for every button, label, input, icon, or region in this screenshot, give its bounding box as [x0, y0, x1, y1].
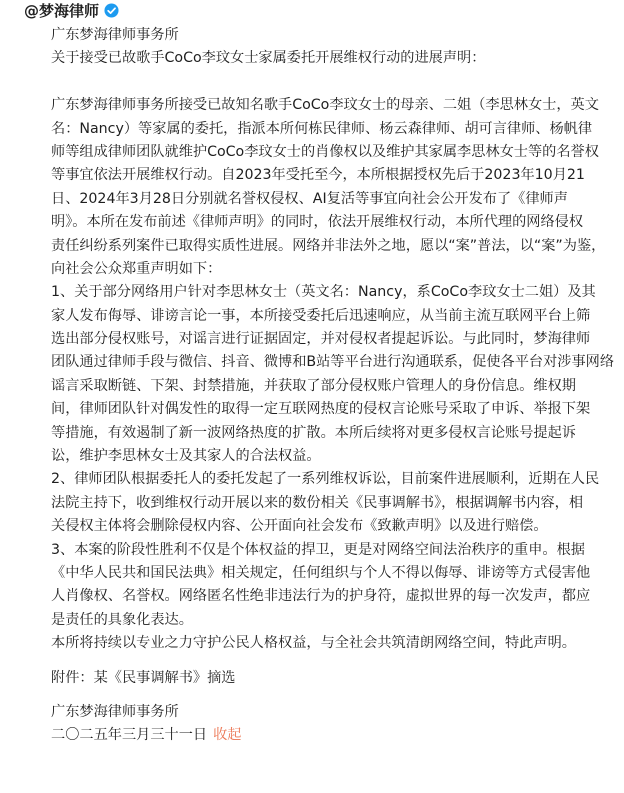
text-line: 3、本案的阶段性胜利不仅是个体权益的捍卫，更是对网络空间法治秩序的重申。根据: [51, 541, 585, 558]
statement-heading: 关于接受已故歌手CoCo李玟女士家属委托开展维权行动的进展声明：: [51, 50, 486, 67]
text-line: 团队通过律师手段与微信、抖音、微博和B站等平台进行沟通联系，促使各平台对涉事网络: [51, 354, 615, 371]
text-line: 法院主持下，收到维权行动开展以来的数份相关《民事调解书》，根据调解书内容，相: [51, 494, 584, 511]
point-3: [51, 539, 612, 633]
text-line: 等事宜依法开展维权行动。自2023年受托至今，本所根据授权先后于2023年10月21: [51, 167, 585, 184]
text-line: 间，律师团队针对偶发性的取得一定互联网热度的侵权言论账号采取了申诉、举报下架: [51, 401, 591, 418]
text-line: 向社会公众郑重声明如下：: [51, 260, 222, 277]
text-line: 2、律师团队根据委托人的委托发起了一系列维权诉讼，目前案件进展顺利，近期在人民: [51, 471, 600, 488]
firm-name: 广东梦海律师事务所: [51, 27, 179, 43]
blank-line: [51, 690, 612, 701]
text-line: 讼，维护李思林女士及其家人的合法权益。: [51, 448, 321, 465]
signature-firm: 广东梦海律师事务所: [51, 703, 179, 720]
signature-date: 二〇二五年三月三十一日: [51, 727, 208, 744]
text-line: 是责任的具象化表达。: [51, 611, 193, 628]
text-line: 家人发布侮辱、诽谤言论一事，本所接受委托后迅速响应，从当前主流互联网平台上筛: [51, 307, 591, 324]
intro-paragraph: [51, 94, 612, 281]
text-line: 1、关于部分网络用户针对李思林女士（英文名：Nancy，系CoCo李玟女士二姐）及其: [51, 284, 596, 301]
collapse-link[interactable]: 收起: [213, 727, 242, 744]
post-body: [51, 24, 615, 748]
text-line: 谣言采取断链、下架、封禁措施，并获取了部分侵权账户管理人的身份信息。维权期: [51, 377, 576, 394]
text-line: 人肖像权、名誉权。网络匿名性绝非违法行为的护身符，虚拟世界的每一次发声，都应: [51, 588, 591, 605]
point-1: [51, 281, 615, 468]
text-line: 日、2024年3月28日分别就名誉权侵权、AI复活等事宜向社会公开发布了《律师声: [51, 190, 568, 207]
text-line: 师等组成律师团队就维护CoCo李玟女士的肖像权以及维护其家属李思林女士等的名誉权: [51, 143, 599, 160]
text-line: 明》。本所在发布前述《律师声明》的同时，依法开展维权行动，本所代理的网络侵权: [51, 214, 584, 231]
blank-line: [51, 656, 612, 667]
blank-line: [51, 71, 612, 94]
text-line: 责任纠纷系列案件已取得实质性进展。网络并非法外之地，愿以“案”普法，以“案”为鉴，: [51, 237, 606, 254]
text-line: 等措施，有效遏制了新一波网络热度的扩散。本所后续将对更多侵权言论账号提起诉: [51, 424, 576, 441]
text-line: 关侵权主体将会删除侵权内容、公开面向社会发布《致歉声明》以及进行赔偿。: [51, 518, 548, 535]
post-author: [24, 0, 119, 20]
point-2: [51, 468, 612, 538]
author-name[interactable]: @梦海律师: [24, 1, 100, 20]
text-line: 广东梦海律师事务所接受已故知名歌手CoCo李玟女士的母亲、二姐（李思林女士，英文: [51, 97, 599, 114]
text-line: 《中华人民共和国民法典》相关规定，任何组织与个人不得以侮辱、诽谤等方式侵害他: [51, 564, 591, 581]
text-line: 选出部分侵权账号，对谣言进行证据固定，并对侵权者提起诉讼。与此同时，梦海律师: [51, 331, 591, 348]
attachment-note: 附件：某《民事调解书》摘选: [51, 669, 236, 686]
signature-row: [51, 724, 612, 747]
text-line: 名：Nancy）等家属的委托，指派本所何栋民律师、杨云森律师、胡可言律师、杨帆律: [51, 120, 593, 137]
verified-badge-icon: [104, 3, 119, 18]
closing-statement: 本所将持续以专业之力守护公民人格权益，与全社会共筑清朗网络空间，特此声明。: [51, 635, 576, 652]
